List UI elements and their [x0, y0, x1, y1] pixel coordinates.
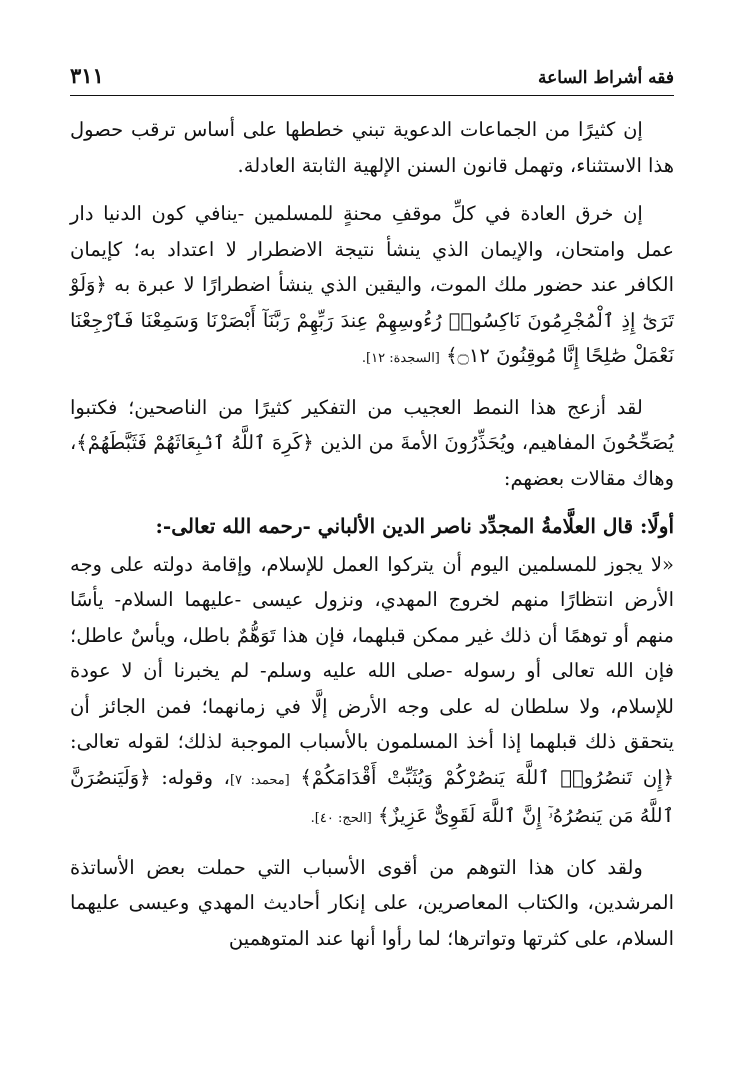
paragraph-3: [70, 390, 674, 497]
paragraph-1: إن كثيرًا من الجماعات الدعوية تبني خططها على أساس ترقب حصول هذا الاستثناء، وتهمل قانون السنن الإلهية الثابتة العادلة.: [70, 118, 674, 177]
header-rule: [70, 95, 674, 96]
verse-reference-sajdah: [السجدة: ١٢].: [361, 351, 440, 366]
verse-reference-muhammad: [محمد: ٧]: [229, 772, 290, 788]
page-number: ٣١١: [70, 63, 104, 88]
quran-verse-sajdah: ﴿وَلَوْ تَرَىٰٓ إِذِ ٱلْمُجْرِمُونَ نَاكِسُوا۟ رُءُوسِهِمْ عِندَ رَبِّهِمْ رَبَّنَآ أَبْصَرْنَا وَسَمِعْنَا فَٱرْجِعْنَا نَعْمَلْ صَٰلِحًا إِنَّا مُوقِنُونَ ۝١٢﴾: [70, 273, 674, 367]
paragraph-6: ولقد كان هذا التوهم من أقوى الأسباب التي حملت بعض الأساتذة المرشدين، والكتاب المعاصرين، على إنكار أحاديث المهدي وعيسى عليهما السلام، على كثرتها وتواترها؛ لما رأوا أنها عند المتوهمين: [70, 855, 674, 950]
page-header: [70, 58, 674, 88]
quran-verse-muhammad: ﴿إِن تَنصُرُوا۟ ٱللَّهَ يَنصُرْكُمْ وَيُثَبِّتْ أَقْدَامَكُمْ﴾: [289, 765, 674, 789]
quran-verse-hajj: ﴿وَلَيَنصُرَنَّ ٱللَّهُ مَن يَنصُرُهُۥٓ إِنَّ ٱللَّهَ لَقَوِىٌّ عَزِيزٌ﴾: [70, 765, 674, 827]
albani-quote-text: «لا يجوز للمسلمين اليوم أن يتركوا العمل للإسلام، وإقامة دولته على وجه الأرض انتظارًا منهم لخروج المهدي، ونزول عيسى -عليهما السلام- يأسًا منهم أو توهمًا أن ذلك غير ممكن قبلهما، فإن هذا تَوَهُّمٌ باطل، ويأسٌ عاطل؛ فإن الله تعالى أو رسوله -صلى الله عليه وسلم- لم يخبرنا أن لا عودة للإسلام، ولا سلطان له على وجه الأرض إلَّا في زمانهما؛ فمن الجائز أن يتحقق ذلك قبلهما إذا أخذ المسلمون بالأسباب الموجبة لذلك؛ لقوله تعالى:: [70, 552, 674, 753]
albani-quote-mid: ، وقوله:: [161, 765, 230, 789]
running-title: فقه أشراط الساعة: [538, 68, 674, 88]
quote-heading: أولًا: قال العلَّامةُ المجدِّد ناصر الدين الألباني -رحمه الله تعالى-:: [155, 514, 674, 538]
paragraph-2: [70, 196, 674, 377]
page-body: [70, 112, 674, 969]
quran-verse-tawbah: ﴿كَرِهَ ٱللَّهُ ٱنۢبِعَاثَهُمْ فَثَبَّطَهُمْ﴾: [76, 431, 321, 454]
paragraph-3-text: لقد أزعج هذا النمط العجيب من التفكير كثيرًا من الناصحين؛ فكتبوا يُصَحِّحُونَ المفاهيم، ويُحَذِّرُونَ الأمةَ من الذين: [70, 395, 674, 454]
verse-reference-hajj: [الحج: ٤٠].: [310, 811, 372, 826]
albani-quote: [70, 547, 674, 837]
paragraph-3-tail: ، وهاك مقالات بعضهم:: [70, 431, 674, 490]
paragraph-2-text: إن خرق العادة في كلِّ موقفِ محنةٍ للمسلمين -ينافي كون الدنيا دار عمل وامتحان، والإيمان الذي ينشأ نتيجة الاضطرار لا اعتداد به؛ كإيمان الكافر عند حضور ملك الموت، واليقين الذي ينشأ اضطرارًا لا عبرة به: [70, 202, 674, 296]
